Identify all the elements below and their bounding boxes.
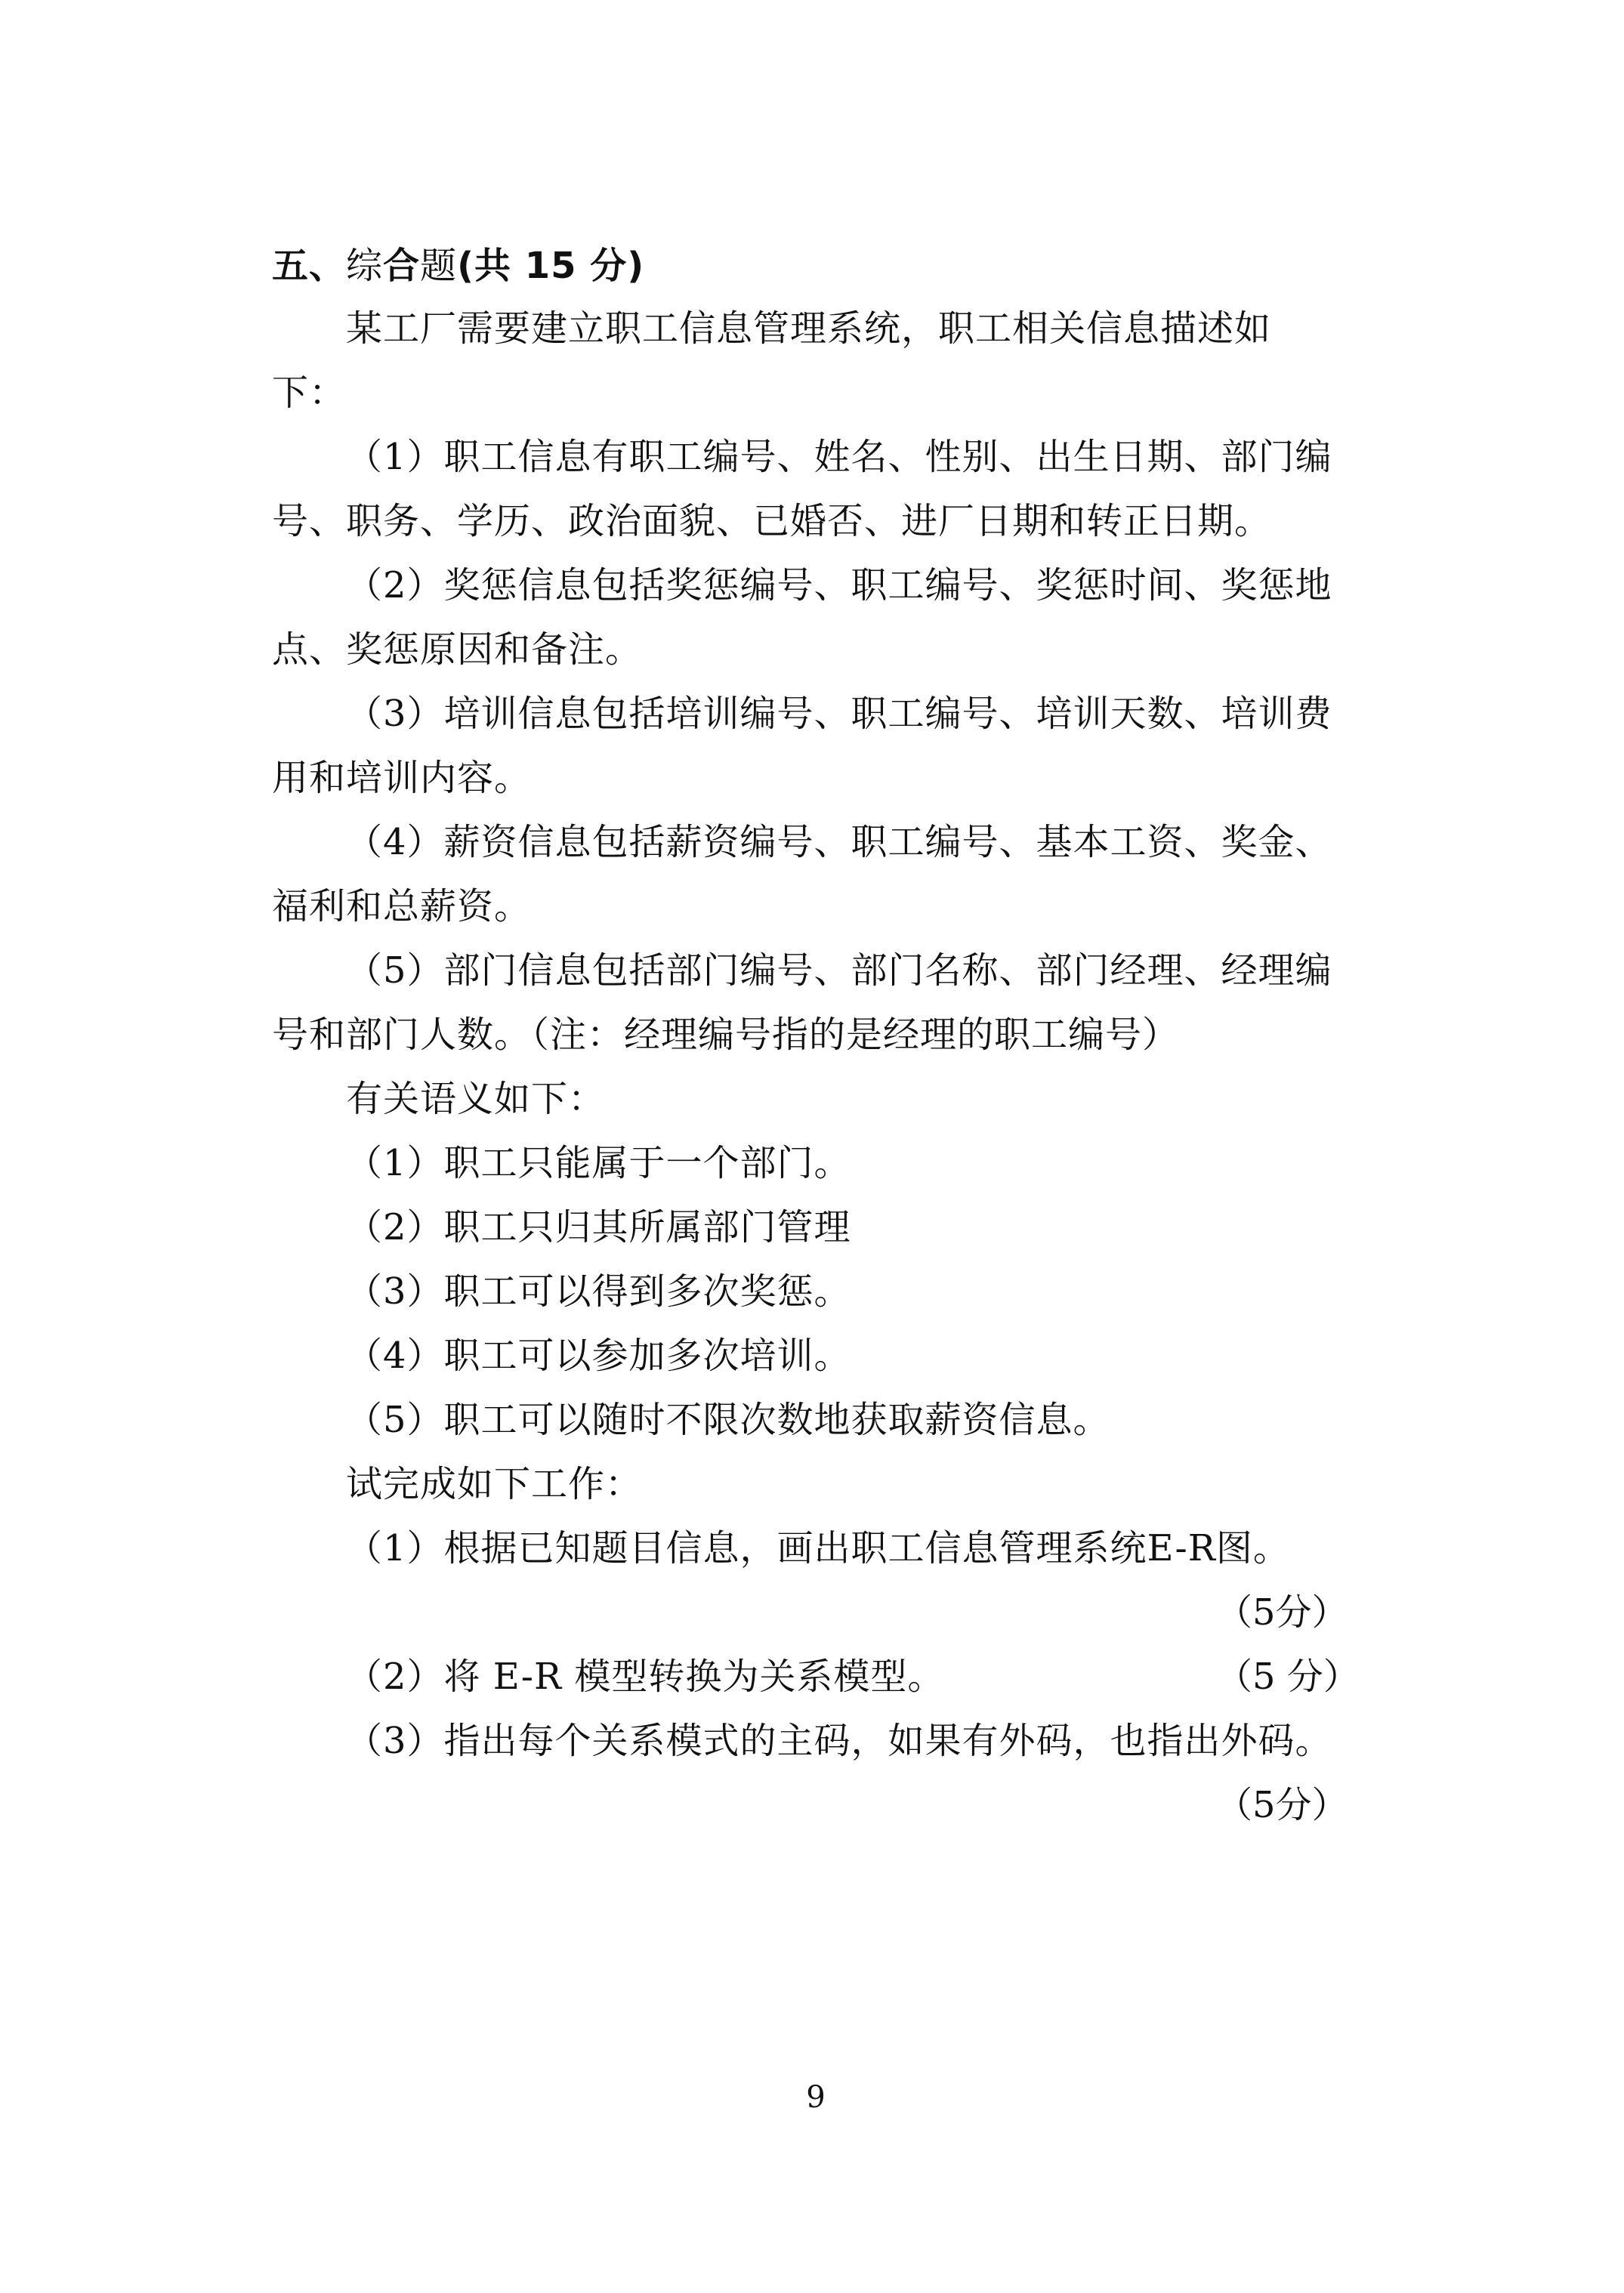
semantics-item-1: （1）职工只能属于一个部门。 <box>346 1142 851 1184</box>
info-item-3-line-2: 用和培训内容。 <box>272 757 532 799</box>
section-title-char-1: 综 <box>346 245 384 287</box>
section-number: 五、 <box>272 245 347 287</box>
info-item-4-line-2: 福利和总薪资。 <box>272 885 532 927</box>
semantics-item-3: （3）职工可以得到多次奖惩。 <box>346 1270 851 1313</box>
info-item-5-line-1: （5）部门信息包括部门编号、部门名称、部门经理、经理编 <box>346 949 1332 992</box>
info-item-1-line-2: 号、职务、学历、政治面貌、已婚否、进厂日期和转正日期。 <box>272 500 1272 542</box>
info-item-5-line-2: 号和部门人数。（注：经理编号指的是经理的职工编号） <box>272 1014 1180 1056</box>
semantics-item-5: （5）职工可以随时不限次数地获取薪资信息。 <box>346 1399 1110 1441</box>
task-1-text: （1）根据已知题目信息，画出职工信息管理系统E-R图。 <box>346 1527 1290 1569</box>
intro-line-1: 某工厂需要建立职工信息管理系统，职工相关信息描述如 <box>346 307 1272 350</box>
semantics-title: 有关语义如下： <box>346 1078 606 1120</box>
info-item-4-line-1: （4）薪资信息包括薪资编号、职工编号、基本工资、奖金、 <box>346 821 1332 863</box>
semantics-item-4: （4）职工可以参加多次培训。 <box>346 1335 851 1377</box>
section-title-char-3: 题 <box>420 245 458 287</box>
info-item-2-line-1: （2）奖惩信息包括奖惩编号、职工编号、奖惩时间、奖惩地 <box>346 564 1332 606</box>
task-3-score: （5分） <box>1216 1784 1348 1826</box>
section-points: (共 15 分) <box>457 245 645 287</box>
task-3-text: （3）指出每个关系模式的主码，如果有外码，也指出外码。 <box>346 1720 1332 1762</box>
tasks-title: 试完成如下工作： <box>346 1463 643 1505</box>
intro-line-2: 下： <box>272 372 347 414</box>
section-heading <box>272 243 644 289</box>
task-1-score: （5分） <box>1216 1591 1348 1634</box>
task-2-score: （5 分） <box>1216 1656 1360 1698</box>
task-2-text: （2）将 E-R 模型转换为关系模型。 <box>346 1656 945 1698</box>
semantics-item-2: （2）职工只归其所属部门管理 <box>346 1206 851 1248</box>
info-item-2-line-2: 点、奖惩原因和备注。 <box>272 628 643 671</box>
page-number: 9 <box>806 2080 826 2115</box>
section-title-char-2: 合 <box>383 245 421 287</box>
info-item-1-line-1: （1）职工信息有职工编号、姓名、性别、出生日期、部门编 <box>346 436 1332 478</box>
info-item-3-line-1: （3）培训信息包括培训编号、职工编号、培训天数、培训费 <box>346 693 1332 735</box>
